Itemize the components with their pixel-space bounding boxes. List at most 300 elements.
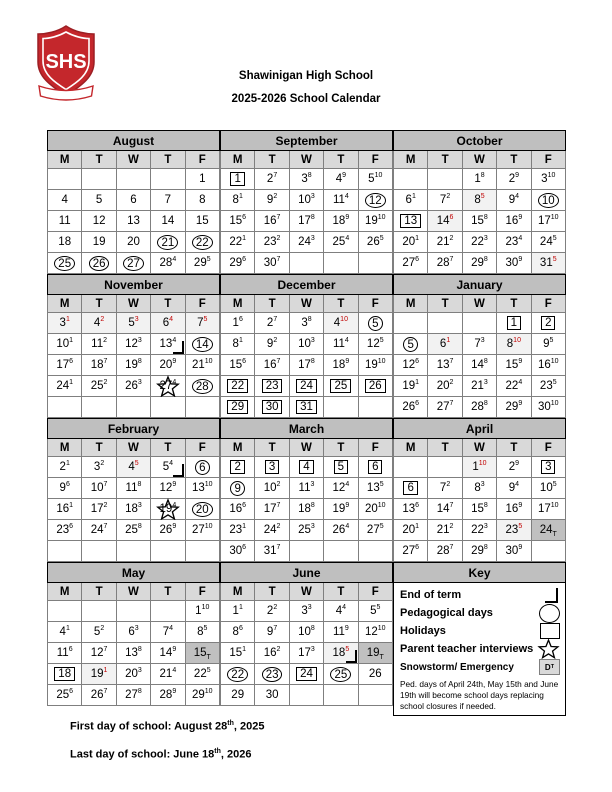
empty-cell <box>48 541 82 562</box>
key-label: End of term <box>400 589 462 601</box>
day-cell: $25^4$ <box>324 232 358 253</box>
weekday-header: M <box>48 151 82 169</box>
weekday-header: W <box>289 295 323 313</box>
day-cell: 5 <box>324 457 358 478</box>
day-cell: $18^7$ <box>82 355 116 376</box>
day-cell: $16^6$ <box>221 499 255 520</box>
key-panel <box>393 562 566 716</box>
weekday-header: T <box>497 295 531 313</box>
empty-cell <box>324 397 358 418</box>
weekday-header: T <box>255 295 289 313</box>
day-cell: $16^7$ <box>255 211 289 232</box>
day-cell: 31 <box>289 397 323 418</box>
key-label: Snowstorm/ Emergency <box>400 661 514 673</box>
day-cell: 5 <box>394 334 428 355</box>
day-cell: 22 <box>221 376 255 397</box>
day-cell: 26 <box>358 664 392 685</box>
day-cell: $2^1$ <box>48 457 82 478</box>
logo-text: SHS <box>45 51 87 73</box>
parent-teacher-star-icon <box>537 638 560 660</box>
day-cell: 1 <box>497 313 531 334</box>
day-cell: $24^5$ <box>531 232 565 253</box>
day-cell: $13^7$ <box>428 355 462 376</box>
day-cell: 14 <box>185 334 219 355</box>
day-cell: 15 <box>185 211 219 232</box>
weekday-header: T <box>151 151 185 169</box>
day-cell: $17^3$ <box>289 643 323 664</box>
month-title: April <box>394 419 566 439</box>
day-cell: 8 <box>185 190 219 211</box>
day-cell: $3^8$ <box>289 169 323 190</box>
weekday-header: T <box>324 295 358 313</box>
key-label: Pedagogical days <box>400 607 493 619</box>
day-cell: $15^1$ <box>221 643 255 664</box>
day-cell: 4 <box>48 190 82 211</box>
day-cell: $2^9$ <box>497 457 531 478</box>
weekday-header: T <box>497 151 531 169</box>
day-cell: $16^7$ <box>255 355 289 376</box>
day-cell: $22^1$ <box>221 232 255 253</box>
day-cell: $17^8$ <box>289 355 323 376</box>
day-cell: $8^5$ <box>462 190 496 211</box>
snow-icon-sub: T <box>550 664 555 670</box>
empty-cell <box>289 685 323 706</box>
day-cell: 3 <box>531 457 565 478</box>
day-cell: $14^6$ <box>428 211 462 232</box>
day-cell: $18^9$ <box>324 211 358 232</box>
empty-cell <box>82 541 116 562</box>
empty-cell <box>116 397 150 418</box>
day-cell: $16^9$ <box>497 211 531 232</box>
day-cell: $20^1$ <box>394 232 428 253</box>
day-cell: $28^9$ <box>151 685 185 706</box>
day-cell: $20^{10}$ <box>358 499 392 520</box>
day-cell: $12^5$ <box>358 334 392 355</box>
day-cell: 19 <box>82 232 116 253</box>
last-day-text: Last day of school: June 18 <box>70 748 215 761</box>
day-cell: $28^7$ <box>428 541 462 562</box>
day-cell: 29 <box>221 685 255 706</box>
day-cell: $19^1$ <box>82 664 116 685</box>
day-cell: 3 <box>255 457 289 478</box>
weekday-header: T <box>428 439 462 457</box>
weekday-header: T <box>255 583 289 601</box>
key-item-pedagogical-days <box>400 604 560 622</box>
day-cell: 30 <box>255 397 289 418</box>
day-cell: $9^7$ <box>255 622 289 643</box>
day-cell: $5^4$ <box>151 457 185 478</box>
weekday-header: F <box>185 439 219 457</box>
day-cell: 13 <box>116 211 150 232</box>
day-cell: $25^8$ <box>116 520 150 541</box>
day-cell: $7^3$ <box>462 334 496 355</box>
day-cell: 20 <box>116 232 150 253</box>
day-cell: $8^1$ <box>221 190 255 211</box>
day-cell: $29^5$ <box>185 253 219 274</box>
weekday-header: W <box>116 439 150 457</box>
weekday-header: M <box>48 583 82 601</box>
day-cell: $6^1$ <box>428 334 462 355</box>
day-cell: $4^{10}$ <box>324 313 358 334</box>
day-cell: $31^5$ <box>531 253 565 274</box>
day-cell: $11^4$ <box>324 190 358 211</box>
day-cell: $7^2$ <box>428 478 462 499</box>
empty-cell <box>428 457 462 478</box>
weekday-header: T <box>324 439 358 457</box>
day-cell: 26 <box>82 253 116 274</box>
day-cell: $26^6$ <box>394 397 428 418</box>
weekday-header: M <box>221 295 255 313</box>
day-cell: $17^7$ <box>255 499 289 520</box>
weekday-header: T <box>82 295 116 313</box>
day-cell: $13^8$ <box>116 643 150 664</box>
day-cell: $29^8$ <box>462 541 496 562</box>
day-cell: $30^7$ <box>255 253 289 274</box>
weekday-header: F <box>185 583 219 601</box>
day-cell: 11 <box>48 211 82 232</box>
day-cell: $15^9$ <box>497 355 531 376</box>
day-cell: $13^{10}$ <box>185 478 219 499</box>
day-cell: $15^6$ <box>221 211 255 232</box>
day-cell: $25^6$ <box>48 685 82 706</box>
key-item-parent-teacher-interviews <box>400 640 560 658</box>
key-label: Parent teacher interviews <box>400 643 534 655</box>
day-cell: $14^8$ <box>462 355 496 376</box>
day-cell: 12 <box>358 190 392 211</box>
day-cell: 13 <box>394 211 428 232</box>
day-cell: $10^5$ <box>531 478 565 499</box>
day-cell: $12^4$ <box>324 478 358 499</box>
key-note: Ped. days of April 24th, May 15th and June 19th will become school days replacing school closures if needed. <box>400 679 559 711</box>
day-cell: $2^7$ <box>255 313 289 334</box>
day-cell: $18^8$ <box>289 499 323 520</box>
empty-cell <box>82 397 116 418</box>
weekday-header: T <box>324 151 358 169</box>
day-cell: $16^1$ <box>48 499 82 520</box>
day-cell: $6^3$ <box>116 622 150 643</box>
weekday-header: M <box>48 295 82 313</box>
end-of-term-mark <box>173 464 184 477</box>
month-march <box>220 418 393 562</box>
empty-cell <box>358 397 392 418</box>
weekday-header: T <box>151 583 185 601</box>
day-cell: $27^7$ <box>428 397 462 418</box>
weekday-header: W <box>116 151 150 169</box>
day-cell: $18^9$ <box>324 355 358 376</box>
last-day-line <box>70 748 264 761</box>
day-cell: $13^5$ <box>358 478 392 499</box>
month-title: December <box>221 275 393 295</box>
day-cell: 14 <box>151 211 185 232</box>
day-cell: $21^2$ <box>428 520 462 541</box>
day-cell: $4^1$ <box>48 622 82 643</box>
day-cell: $12^{10}$ <box>358 622 392 643</box>
day-cell: $15_T$ <box>185 643 219 664</box>
day-cell: $11^9$ <box>324 622 358 643</box>
day-cell: $2^7$ <box>255 169 289 190</box>
day-cell: $26^7$ <box>82 685 116 706</box>
weekday-header: F <box>185 151 219 169</box>
day-cell: $21^4$ <box>151 664 185 685</box>
day-cell: $9^6$ <box>48 478 82 499</box>
calendar-subtitle: 2025-2026 School Calendar <box>231 93 381 105</box>
day-cell: 18 <box>48 664 82 685</box>
day-cell: 23 <box>255 664 289 685</box>
weekday-header: T <box>151 295 185 313</box>
weekday-header: T <box>255 151 289 169</box>
day-cell: $31^7$ <box>255 541 289 562</box>
day-cell: $20^1$ <box>394 520 428 541</box>
weekday-header: F <box>531 151 565 169</box>
first-day-year: , 2025 <box>233 720 265 733</box>
day-cell: $9^2$ <box>255 334 289 355</box>
day-cell: $11^3$ <box>289 478 323 499</box>
key-item-holidays <box>400 622 560 640</box>
empty-cell <box>394 313 428 334</box>
weekday-header: M <box>221 151 255 169</box>
empty-cell <box>48 397 82 418</box>
empty-cell <box>531 541 565 562</box>
day-cell: $16^9$ <box>497 499 531 520</box>
day-cell: $23^5$ <box>497 520 531 541</box>
day-cell: 1 <box>185 169 219 190</box>
day-cell: $8^3$ <box>462 478 496 499</box>
day-cell: 25 <box>324 664 358 685</box>
day-cell: $12^6$ <box>394 355 428 376</box>
day-cell: $29^6$ <box>221 253 255 274</box>
empty-cell <box>185 541 219 562</box>
weekday-header: F <box>358 295 392 313</box>
day-cell: $14^7$ <box>428 499 462 520</box>
weekday-header: F <box>358 151 392 169</box>
month-title: September <box>221 131 393 151</box>
day-cell: $25^2$ <box>82 376 116 397</box>
weekday-header: M <box>221 439 255 457</box>
month-june <box>220 562 393 706</box>
day-cell: 28 <box>185 376 219 397</box>
day-cell: $27^8$ <box>116 685 150 706</box>
empty-cell <box>358 541 392 562</box>
day-cell: 2 <box>531 313 565 334</box>
day-cell: $16^{10}$ <box>531 355 565 376</box>
day-cell: 22 <box>221 664 255 685</box>
month-january <box>393 274 566 418</box>
day-cell: $26^3$ <box>116 376 150 397</box>
day-cell: $19^9$ <box>324 499 358 520</box>
day-cell: $27^{10}$ <box>185 520 219 541</box>
calendar-grid <box>47 130 566 716</box>
snow-icon-text: D <box>544 662 551 672</box>
day-cell: $11^2$ <box>82 334 116 355</box>
month-november <box>47 274 220 418</box>
day-cell: $27^6$ <box>394 253 428 274</box>
empty-cell <box>289 253 323 274</box>
day-cell: $19^4$ <box>151 499 185 520</box>
day-cell: $27^4$ <box>151 376 185 397</box>
day-cell: $13^6$ <box>394 499 428 520</box>
day-cell: 26 <box>358 376 392 397</box>
empty-cell <box>358 685 392 706</box>
day-cell: $21^2$ <box>428 232 462 253</box>
month-april <box>393 418 566 562</box>
day-cell: $8^{10}$ <box>497 334 531 355</box>
empty-cell <box>185 397 219 418</box>
day-cell: $8^6$ <box>221 622 255 643</box>
last-day-year: , 2026 <box>220 748 252 761</box>
day-cell: $6^1$ <box>394 190 428 211</box>
day-cell: $24^1$ <box>48 376 82 397</box>
day-cell: $4^2$ <box>82 313 116 334</box>
day-cell: $28^4$ <box>151 253 185 274</box>
day-cell: $12^9$ <box>151 478 185 499</box>
day-cell: $1^6$ <box>221 313 255 334</box>
day-cell: $30^9$ <box>497 541 531 562</box>
month-december <box>220 274 393 418</box>
day-cell: $18^3$ <box>116 499 150 520</box>
empty-cell <box>324 685 358 706</box>
day-cell: $24^7$ <box>82 520 116 541</box>
empty-cell <box>428 313 462 334</box>
weekday-header: T <box>428 295 462 313</box>
day-cell: $3^{10}$ <box>531 169 565 190</box>
day-cell: $29^9$ <box>497 397 531 418</box>
day-cell: 10 <box>531 190 565 211</box>
day-cell: 18 <box>48 232 82 253</box>
month-title: November <box>48 275 220 295</box>
day-cell: $21^{10}$ <box>185 355 219 376</box>
empty-cell <box>324 253 358 274</box>
day-cell: 6 <box>394 478 428 499</box>
day-cell: $2^9$ <box>497 169 531 190</box>
day-cell: $11^6$ <box>48 643 82 664</box>
day-cell: $19^{10}$ <box>358 355 392 376</box>
month-may <box>47 562 220 706</box>
day-cell: $1^8$ <box>462 169 496 190</box>
snowstorm-day-icon <box>539 659 560 675</box>
day-cell: $30^9$ <box>497 253 531 274</box>
day-cell: $8^5$ <box>185 622 219 643</box>
key-title: Key <box>394 563 565 583</box>
day-cell: $2^2$ <box>255 601 289 622</box>
day-cell: $12^3$ <box>116 334 150 355</box>
day-cell: 6 <box>358 457 392 478</box>
month-title: June <box>221 563 393 583</box>
day-cell: $10^1$ <box>48 334 82 355</box>
day-cell: $19^1$ <box>394 376 428 397</box>
month-title: October <box>394 131 566 151</box>
day-cell: $18^5$ <box>324 643 358 664</box>
day-cell: $27^5$ <box>358 520 392 541</box>
day-cell: $17^{10}$ <box>531 211 565 232</box>
weekday-header: W <box>289 151 323 169</box>
day-cell: $19_T$ <box>358 643 392 664</box>
day-cell: $23^4$ <box>497 232 531 253</box>
empty-cell <box>151 601 185 622</box>
day-cell: 25 <box>48 253 82 274</box>
day-cell: 12 <box>82 211 116 232</box>
day-cell: $10^2$ <box>255 478 289 499</box>
day-cell: 4 <box>289 457 323 478</box>
empty-cell <box>116 541 150 562</box>
month-title: March <box>221 419 393 439</box>
weekday-header: F <box>531 439 565 457</box>
day-cell: $3^8$ <box>289 313 323 334</box>
day-cell: $29^{10}$ <box>185 685 219 706</box>
day-cell: $11^4$ <box>324 334 358 355</box>
weekday-header: W <box>289 439 323 457</box>
weekday-header: W <box>462 439 496 457</box>
end-of-term-corner-icon <box>545 588 558 603</box>
day-cell: $23^6$ <box>48 520 82 541</box>
holiday-square-icon <box>540 623 560 639</box>
day-cell: $4^9$ <box>324 169 358 190</box>
day-cell: $20^9$ <box>151 355 185 376</box>
weekday-header: M <box>394 151 428 169</box>
day-cell: $17^8$ <box>289 211 323 232</box>
day-cell: $15^6$ <box>221 355 255 376</box>
day-cell: $9^5$ <box>531 334 565 355</box>
day-cell: $3^1$ <box>48 313 82 334</box>
day-cell: $29^8$ <box>462 253 496 274</box>
day-cell: $7^2$ <box>428 190 462 211</box>
month-title: May <box>48 563 220 583</box>
weekday-header: F <box>531 295 565 313</box>
weekday-header: F <box>185 295 219 313</box>
day-cell: $10^7$ <box>82 478 116 499</box>
day-cell: $10^3$ <box>289 190 323 211</box>
day-cell: $5^5$ <box>358 601 392 622</box>
empty-cell <box>324 541 358 562</box>
month-august <box>47 130 220 274</box>
day-cell: 27 <box>116 253 150 274</box>
day-cell: $26^9$ <box>151 520 185 541</box>
day-cell: 6 <box>116 190 150 211</box>
day-cell: $10^3$ <box>289 334 323 355</box>
weekday-header: F <box>358 439 392 457</box>
month-october <box>393 130 566 274</box>
weekday-header: W <box>116 295 150 313</box>
day-cell: $26^4$ <box>324 520 358 541</box>
weekday-header: T <box>428 151 462 169</box>
day-cell: $1^{10}$ <box>462 457 496 478</box>
day-cell: $25^3$ <box>289 520 323 541</box>
empty-cell <box>48 169 82 190</box>
empty-cell <box>151 541 185 562</box>
day-cell: $24^2$ <box>255 520 289 541</box>
day-cell: $22^3$ <box>462 232 496 253</box>
school-name: Shawinigan High School <box>238 70 374 82</box>
day-cell: 20 <box>185 499 219 520</box>
empty-cell <box>151 397 185 418</box>
day-cell: $9^4$ <box>497 478 531 499</box>
day-cell: 1 <box>221 169 255 190</box>
day-cell: $17^2$ <box>82 499 116 520</box>
weekday-header: M <box>48 439 82 457</box>
pedagogical-day-circle-icon <box>539 604 560 623</box>
weekday-header: W <box>462 295 496 313</box>
weekday-header: T <box>255 439 289 457</box>
day-cell: $17^{10}$ <box>531 499 565 520</box>
key-body <box>394 583 565 715</box>
day-cell: $17^6$ <box>48 355 82 376</box>
day-cell: $30^{10}$ <box>531 397 565 418</box>
month-title: February <box>48 419 220 439</box>
empty-cell <box>462 313 496 334</box>
empty-cell <box>116 601 150 622</box>
day-cell: $28^8$ <box>462 397 496 418</box>
weekday-header: T <box>324 583 358 601</box>
empty-cell <box>82 601 116 622</box>
